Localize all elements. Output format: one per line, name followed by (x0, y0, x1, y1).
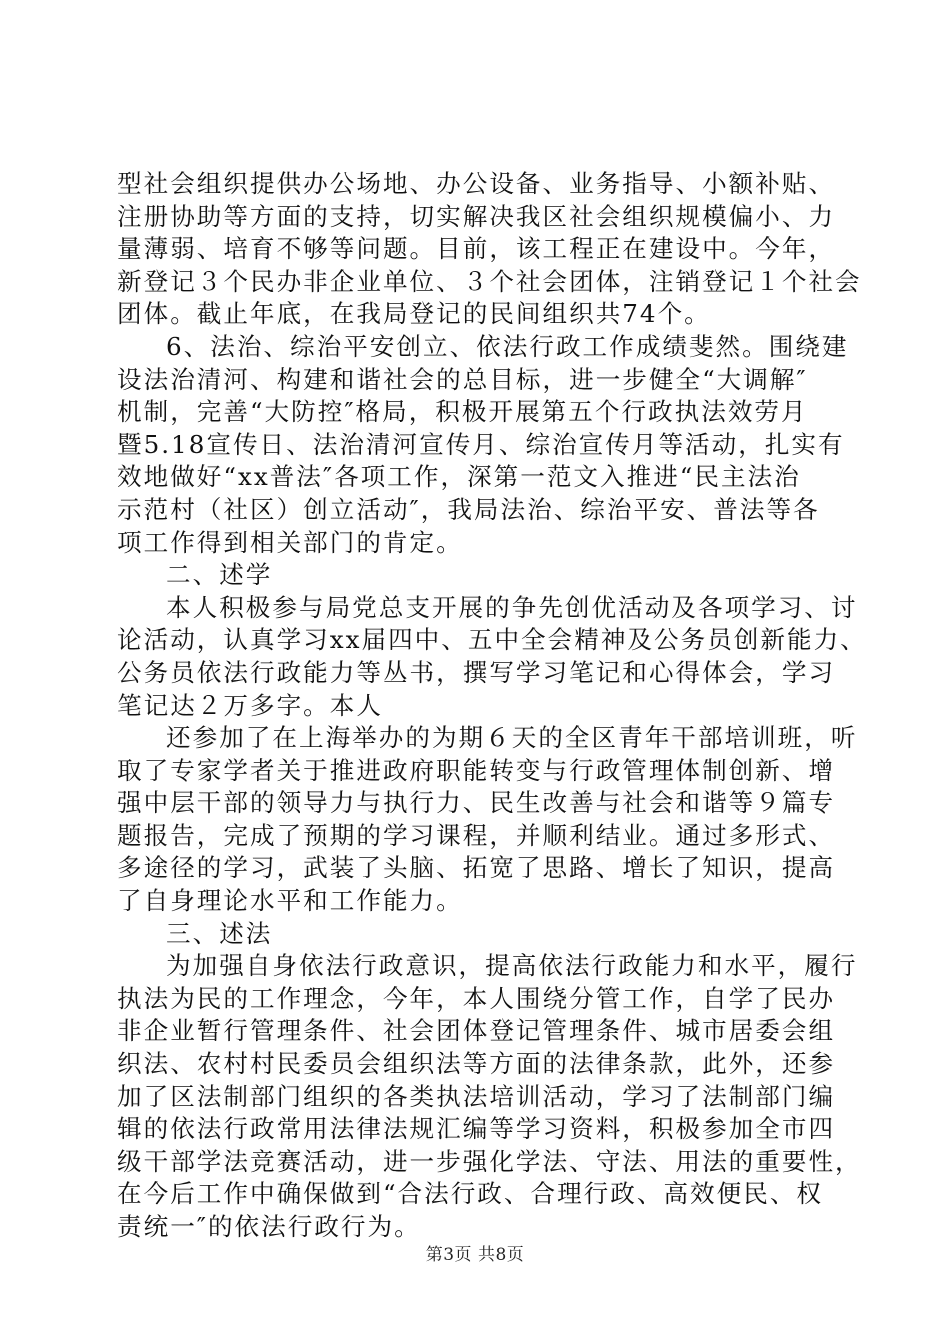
paragraph-start-line: 6、法治、综治平安创立、依法行政工作成绩斐然。围绕建 (166, 331, 849, 361)
body-line: 暨5.18宣传日、法治清河宣传月、综治宣传月等活动，扎实有 (117, 429, 845, 459)
body-line: 级干部学法竞赛活动，进一步强化学法、守法、用法的重要性， (117, 1146, 862, 1176)
body-line: 辑的依法行政常用法律法规汇编等学习资料，积极参加全市四 (117, 1114, 836, 1144)
body-line: 公务员依法行政能力等丛书，撰写学习笔记和心得体会，学习 (117, 657, 836, 687)
page-number-footer: 第3页 共8页 (425, 1245, 525, 1265)
body-line: 示范村（社区）创立活动″，我局法治、综治平安、普法等各 (117, 494, 820, 524)
body-line: 项工作得到相关部门的肯定。 (117, 527, 463, 557)
body-line: 论活动，认真学习xx届四中、五中全会精神及公务员创新能力、 (117, 625, 867, 655)
body-line: 机制，完善“大防控″格局，积极开展第五个行政执法效劳月 (117, 397, 808, 427)
body-line: 多途径的学习，武装了头脑、拓宽了思路、增长了知识，提高 (117, 853, 836, 883)
body-line: 效地做好“xx普法″各项工作，深第一范文入推进“民主法治 (117, 462, 801, 492)
paragraph-start-line: 为加强自身依法行政意识，提高依法行政能力和水平，履行 (166, 951, 858, 981)
body-line: 新登记３个民办非企业单位、３个社会团体，注销登记１个社会 (117, 266, 862, 296)
body-line: 非企业暂行管理条件、社会团体登记管理条件、城市居委会组 (117, 1016, 836, 1046)
section-heading-law: 三、述法 (166, 918, 273, 948)
section-heading-study: 二、述学 (166, 560, 273, 590)
paragraph-start-line: 本人积极参与局党总支开展的争先创优活动及各项学习、讨 (166, 592, 858, 622)
body-line: 加了区法制部门组织的各类执法培训活动，学习了法制部门编 (117, 1081, 836, 1111)
body-line: 设法治清河、构建和谐社会的总目标，进一步健全“大调解″ (117, 364, 808, 394)
body-line: 强中层干部的领导力与执行力、民生改善与社会和谐等９篇专 (117, 788, 836, 818)
body-line: 在今后工作中确保做到“合法行政、合理行政、高效便民、权 (117, 1179, 824, 1209)
body-line: 执法为民的工作理念，今年，本人围绕分管工作，自学了民办 (117, 983, 836, 1013)
paragraph-start-line: 还参加了在上海举办的为期６天的全区青年干部培训班，听 (166, 723, 858, 753)
body-line: 织法、农村村民委员会组织法等方面的法律条款，此外，还参 (117, 1049, 836, 1079)
body-line: 笔记达２万多字。本人 (117, 690, 383, 720)
body-line: 题报告，完成了预期的学习课程，并顺利结业。通过多形式、 (117, 820, 836, 850)
body-line: 团体。截止年底，在我局登记的民间组织共74个。 (117, 299, 711, 329)
body-line: 注册协助等方面的支持，切实解决我区社会组织规模偏小、力 (117, 201, 836, 231)
body-line: 了自身理论水平和工作能力。 (117, 886, 463, 916)
body-line: 型社会组织提供办公场地、办公设备、业务指导、小额补贴、 (117, 169, 836, 198)
body-line: 取了专家学者关于推进政府职能转变与行政管理体制创新、增 (117, 755, 836, 785)
document-body (117, 168, 867, 1244)
body-line: 责统一″的依法行政行为。 (117, 1212, 421, 1241)
body-line: 量薄弱、培育不够等问题。目前，该工程正在建设中。今年， (117, 234, 836, 264)
